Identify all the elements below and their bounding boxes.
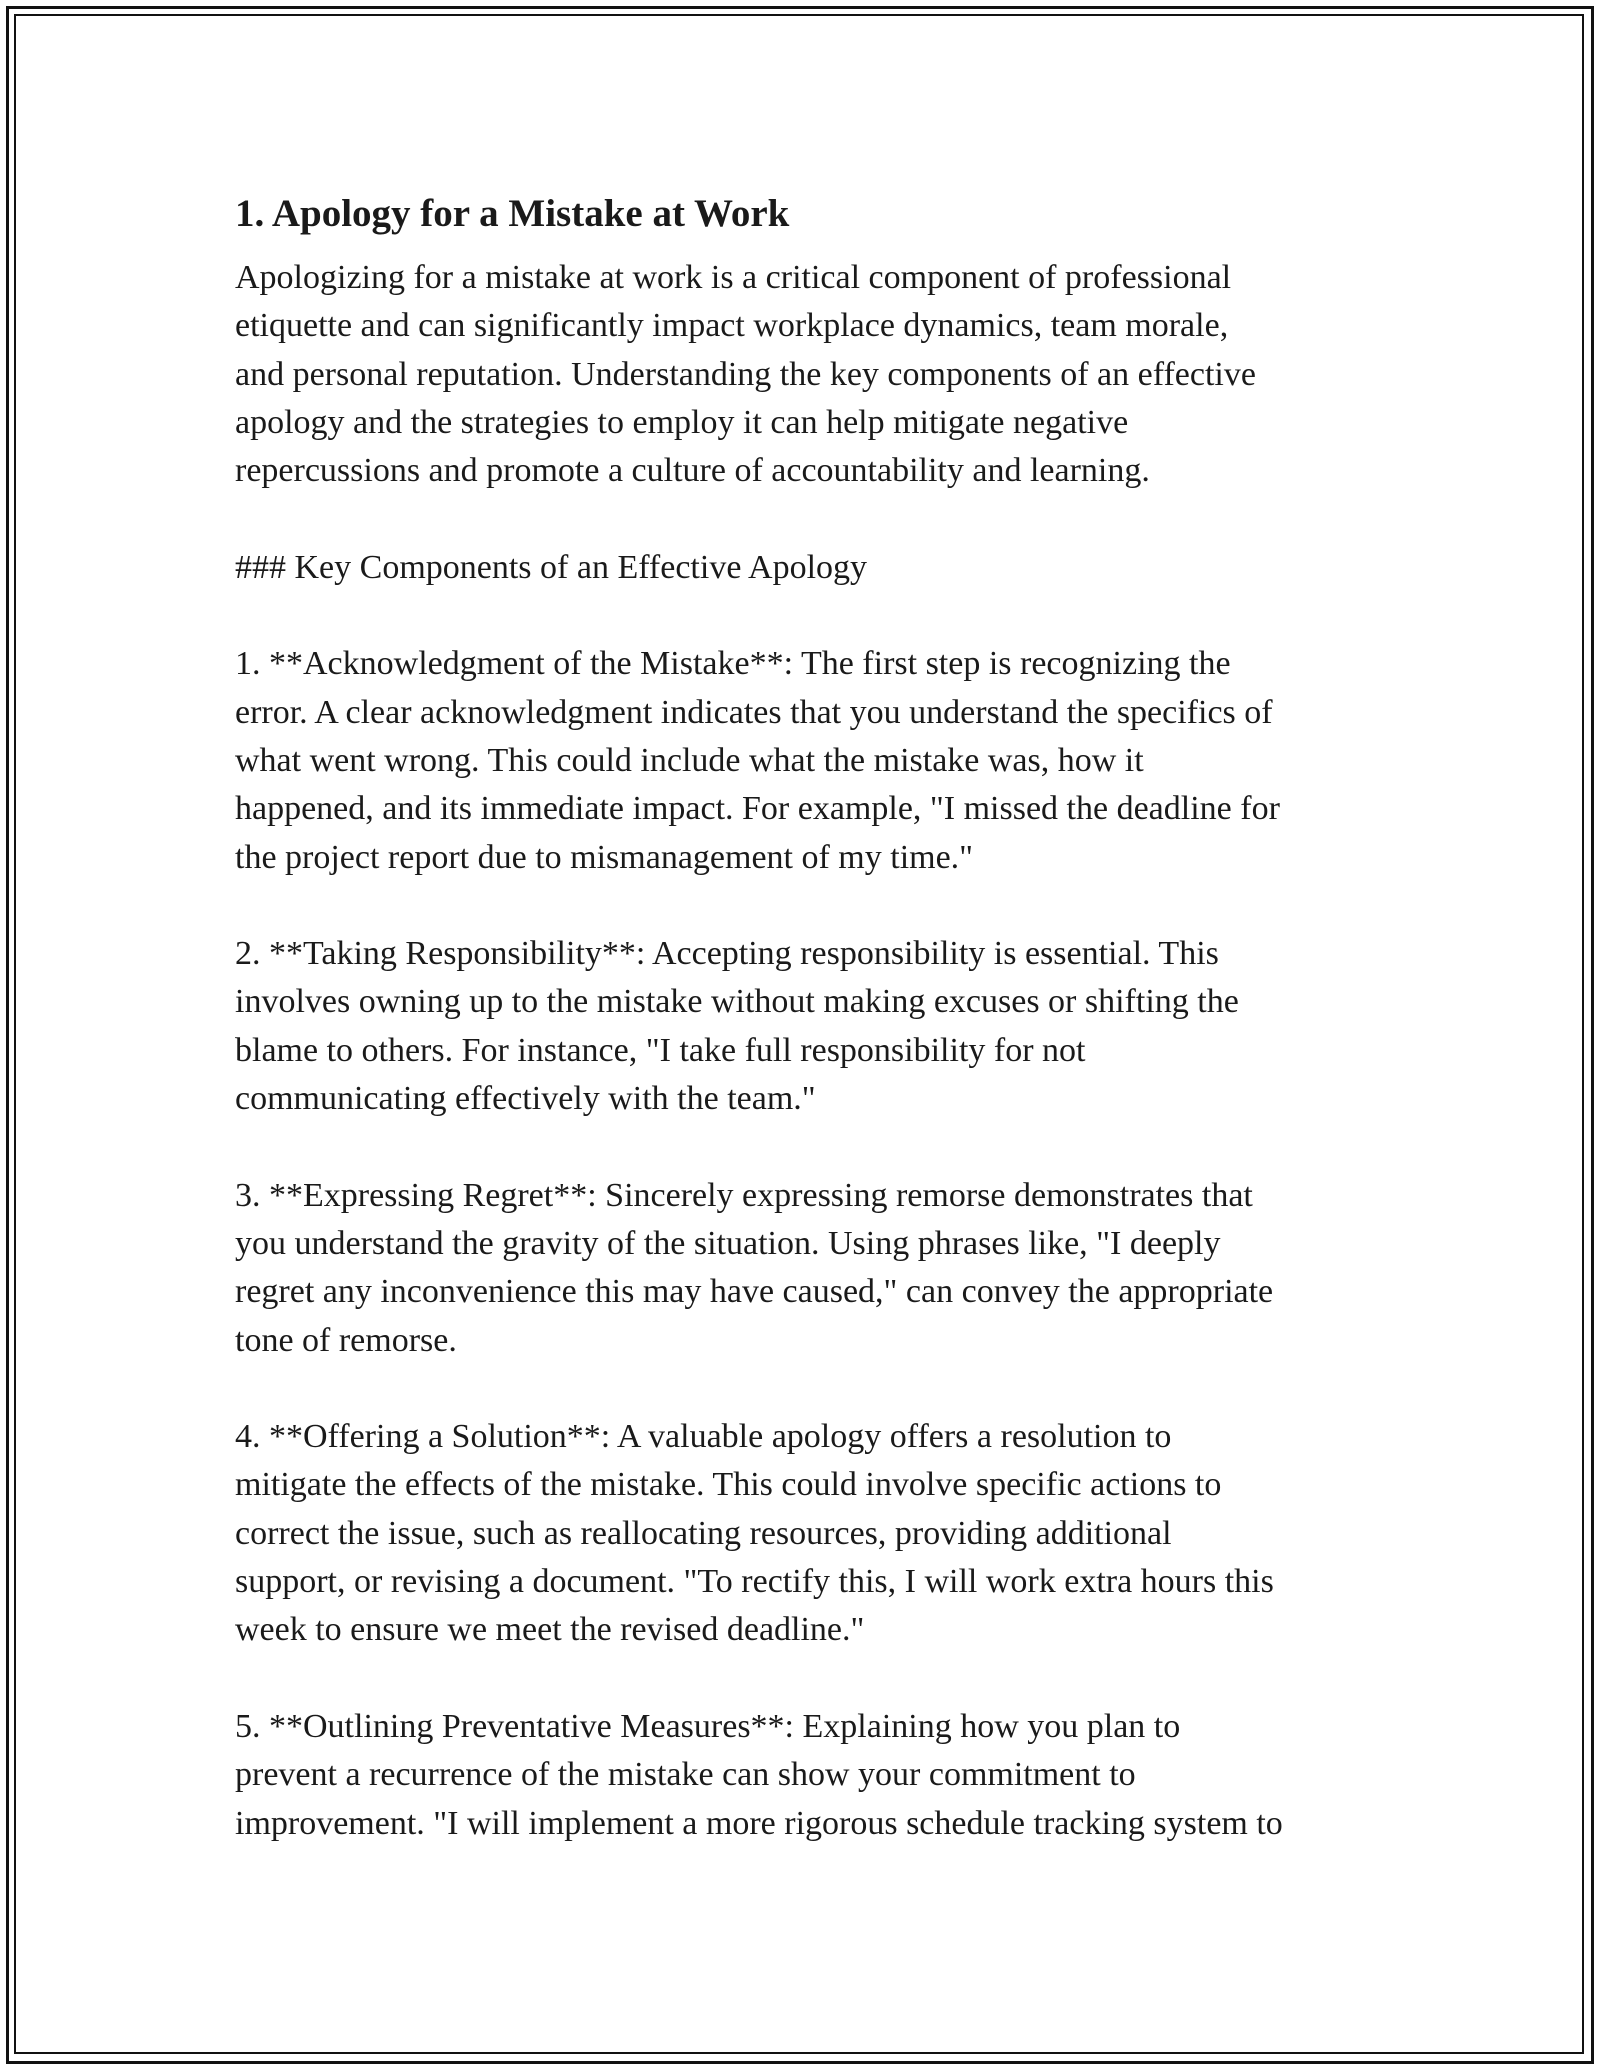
text-line: prevent a recurrence of the mistake can show your commitment to xyxy=(235,1756,1136,1794)
text-line: etiquette and can significantly impact workplace dynamics, team morale, xyxy=(235,307,1229,345)
text-line: 4. **Offering a Solution**: A valuable apology offers a resolution to xyxy=(235,1418,1172,1456)
document-page xyxy=(235,184,1385,1896)
list-item-solution xyxy=(235,1413,1385,1654)
text-line: mitigate the effects of the mistake. This could involve specific actions to xyxy=(235,1466,1222,1504)
text-line: apology and the strategies to employ it can help mitigate negative xyxy=(235,403,1129,441)
section-heading xyxy=(235,544,1385,592)
text-line: error. A clear acknowledgment indicates that you understand the specifics of xyxy=(235,693,1273,731)
intro-paragraph xyxy=(235,254,1385,495)
text-line: and personal reputation. Understanding the key components of an effective xyxy=(235,355,1256,393)
text-line: repercussions and promote a culture of accountability and learning. xyxy=(235,452,1150,490)
list-item-regret xyxy=(235,1172,1385,1365)
text-line: improvement. "I will implement a more rigorous schedule tracking system to xyxy=(235,1804,1283,1842)
text-line: 2. **Taking Responsibility**: Accepting responsibility is essential. This xyxy=(235,935,1219,973)
text-line: 1. **Acknowledgment of the Mistake**: The first step is recognizing the xyxy=(235,645,1231,683)
text-line: correct the issue, such as reallocating resources, providing additional xyxy=(235,1514,1172,1552)
document-title: 1. Apology for a Mistake at Work xyxy=(235,192,790,235)
text-line: happened, and its immediate impact. For example, "I missed the deadline for xyxy=(235,790,1280,828)
list-item-prevention xyxy=(235,1703,1385,1848)
text-line: Apologizing for a mistake at work is a critical component of professional xyxy=(235,259,1232,296)
text-line: tone of remorse. xyxy=(235,1321,457,1359)
list-item-acknowledgment xyxy=(235,640,1385,881)
text-line: you understand the gravity of the situation. Using phrases like, "I deeply xyxy=(235,1224,1221,1262)
text-line: blame to others. For instance, "I take full responsibility for not xyxy=(235,1031,1086,1069)
text-line: week to ensure we meet the revised deadline." xyxy=(235,1611,865,1649)
text-line: regret any inconvenience this may have caused," can convey the appropriate xyxy=(235,1273,1274,1311)
text-line: ### Key Components of an Effective Apology xyxy=(235,548,868,586)
text-line: communicating effectively with the team." xyxy=(235,1080,816,1118)
text-line: the project report due to mismanagement of my time." xyxy=(235,838,974,876)
text-line: support, or revising a document. "To rectify this, I will work extra hours this xyxy=(235,1563,1274,1601)
text-line: what went wrong. This could include what the mistake was, how it xyxy=(235,741,1144,779)
list-item-responsibility xyxy=(235,930,1385,1123)
text-line: involves owning up to the mistake without making excuses or shifting the xyxy=(235,983,1239,1021)
text-line: 3. **Expressing Regret**: Sincerely expressing remorse demonstrates that xyxy=(235,1176,1253,1214)
text-line: 5. **Outlining Preventative Measures**: Explaining how you plan to xyxy=(235,1707,1181,1745)
